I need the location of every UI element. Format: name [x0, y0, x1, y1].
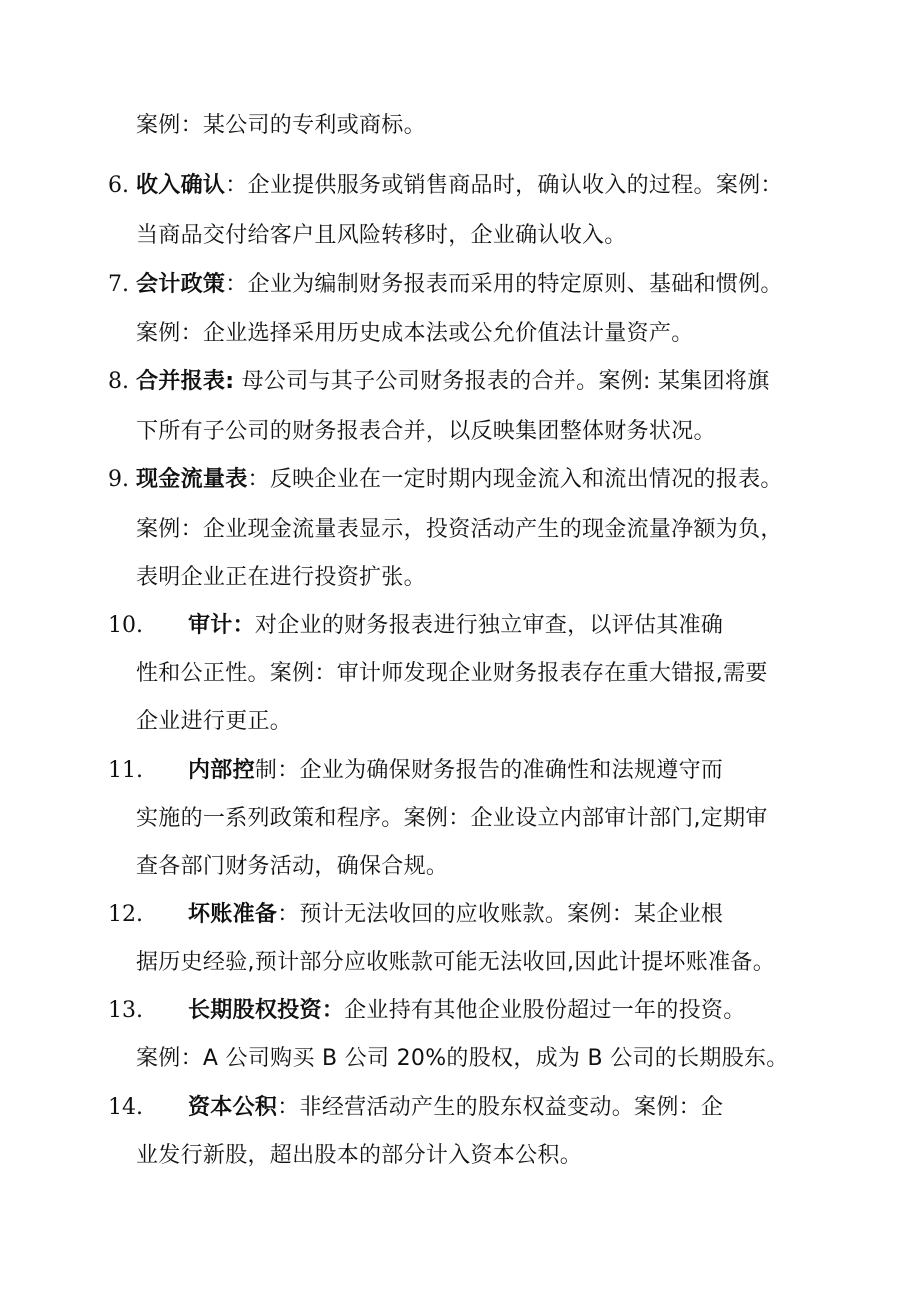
item-7-number: 7.: [108, 272, 129, 297]
item-12-term: 坏账准备: [188, 902, 278, 927]
item-10-definition: 对企业的财务报表进行独立审查，以评估其准确: [254, 613, 724, 638]
item-14-line-2: 业发行新股，超出股本的部分计入资本公积。: [136, 1143, 583, 1168]
item-13-line-2: 案例：A 公司购买 B 公司 20%的股权，成为 B 公司的长期股东。: [136, 1046, 789, 1071]
item-10-line-3: 企业进行更正。: [136, 709, 293, 734]
item-6-line-1: [136, 172, 783, 200]
item-14-term: 资本公积: [188, 1095, 278, 1120]
item-12-line-2: 据历史经验,预计部分应收账款可能无法收回,因此计提坏账准备。: [136, 950, 775, 975]
item-8-line-2: 下所有子公司的财务报表合并，以反映集团整体财务状况。: [136, 419, 716, 444]
item-6-separator: ：: [225, 173, 248, 198]
item-10-separator: ：: [232, 613, 255, 638]
item-9-term: 现金流量表: [136, 467, 248, 492]
item-10-number: 10.: [108, 613, 143, 638]
item-12-definition: 预计无法收回的应收账款。案例：某企业根: [299, 902, 724, 927]
item-11-line-3: 查各部门财务活动，确保合规。: [136, 854, 449, 879]
item-7-line-2: 案例：企业选择采用历史成本法或公允价值法计量资产。: [136, 321, 694, 346]
item-9-line-2: 案例：企业现金流量表显示，投资活动产生的现金流量净额为负，: [136, 517, 783, 542]
item-14-line-1: [188, 1094, 723, 1122]
item-6-term: 收入确认: [136, 173, 226, 198]
item-10-term: 审计: [188, 613, 233, 638]
item-12-line-1: [188, 901, 723, 929]
item-7-separator: ：: [225, 272, 248, 297]
item-13-definition: 企业持有其他企业股份超过一年的投资。: [344, 998, 746, 1023]
item-8-separator: :: [225, 369, 235, 394]
item-13-separator: ：: [321, 998, 345, 1023]
item-11-term: 内部控: [188, 758, 255, 783]
item-5-continuation: 案例：某公司的专利或商标。: [136, 113, 426, 138]
item-9-definition: 反映企业在一定时期内现金流入和流出情况的报表。: [269, 467, 783, 492]
item-9-line-1: [136, 466, 783, 494]
item-13-number: 13.: [108, 998, 143, 1023]
item-11-line-2: 实施的一系列政策和程序。案例：企业设立内部审计部门,定期审: [136, 806, 768, 831]
item-9-separator: ：: [247, 467, 270, 492]
item-8-line-1: [136, 368, 770, 396]
item-10-line-2: 性和公正性。案例：审计师发现企业财务报表存在重大错报,需要: [136, 661, 768, 686]
item-7-term: 会计政策: [136, 272, 226, 297]
item-11-number: 11.: [108, 758, 143, 783]
item-7-line-1: [136, 271, 783, 299]
item-12-number: 12.: [108, 902, 143, 927]
item-13-line-1: [188, 997, 746, 1025]
item-14-number: 14.: [108, 1095, 143, 1120]
item-13-term: 长期股权投资: [188, 998, 322, 1023]
item-14-definition: 非经营活动产生的股东权益变动。案例：企: [299, 1095, 724, 1120]
item-9-number: 9.: [108, 467, 129, 492]
item-7-definition: 企业为编制财务报表而采用的特定原则、基础和惯例。: [247, 272, 783, 297]
item-12-separator: ：: [277, 902, 300, 927]
item-11-definition: 制：企业为确保财务报告的准确性和法规遵守而: [254, 758, 724, 783]
item-14-separator: ：: [277, 1095, 300, 1120]
item-8-term: 合并报表: [136, 369, 226, 394]
item-6-number: 6.: [108, 173, 129, 198]
item-11-line-1: [188, 757, 723, 785]
item-6-line-2: 当商品交付给客户且风险转移时，企业确认收入。: [136, 223, 627, 248]
item-10-line-1: [188, 612, 723, 640]
item-6-definition: 企业提供服务或销售商品时，确认收入的过程。案例：: [247, 173, 783, 198]
item-8-number: 8.: [108, 369, 129, 394]
item-8-definition: 母公司与其子公司财务报表的合并。案例: 某集团将旗: [234, 369, 770, 394]
item-9-line-3: 表明企业正在进行投资扩张。: [136, 565, 426, 590]
